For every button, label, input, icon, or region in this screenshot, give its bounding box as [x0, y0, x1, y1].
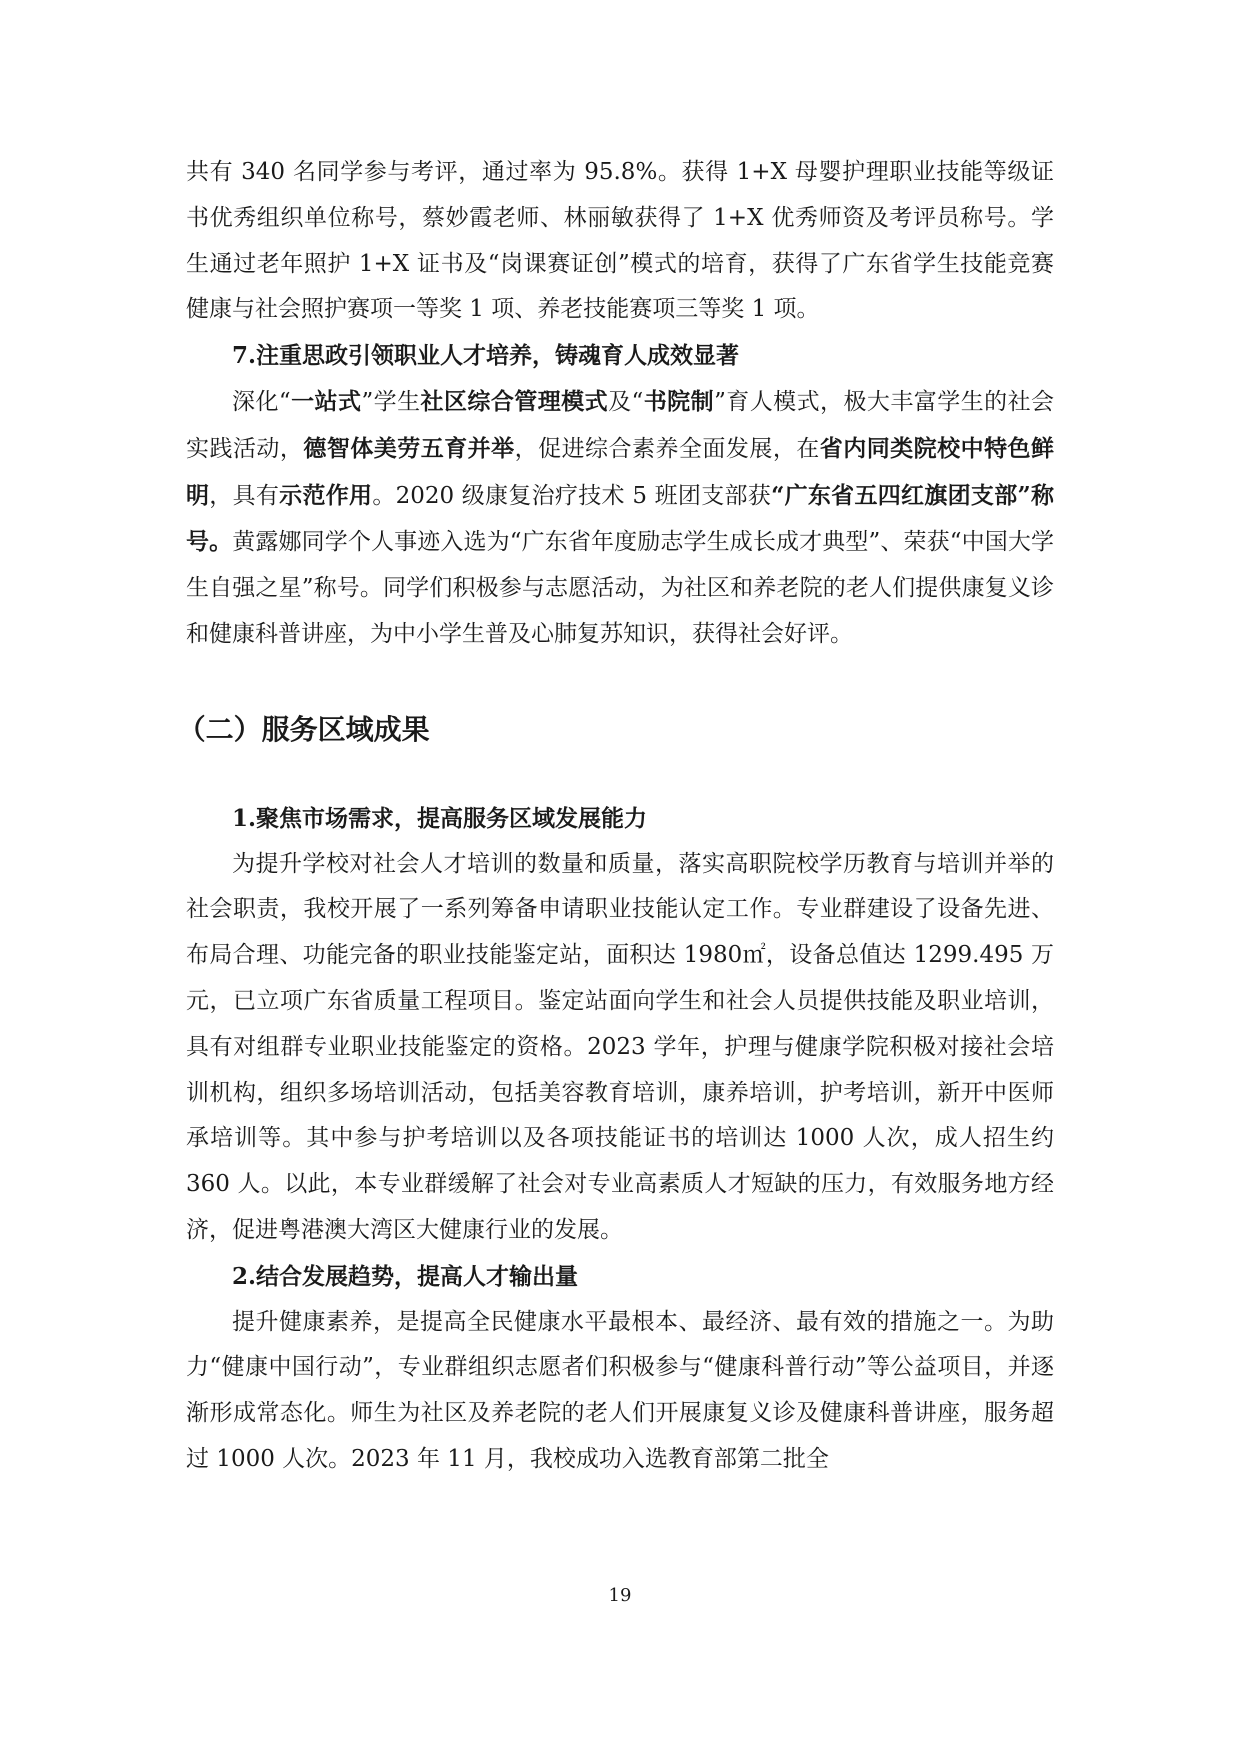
text-run: ，促进综合素养全面发展，在: [514, 435, 820, 462]
subheading-ideological-education: 7.注重思政引领职业人才培养，铸魂育人成效显著: [232, 342, 740, 370]
paragraph-certification-results: 共有 340 名同学参与考评，通过率为 95.8%。获得 1+X 母婴护理职业技能等级证书优秀组织单位称号，蔡妙霞老师、林丽敏获得了 1+X 优秀师资及考评员称号。学生通过老年照护 1+X 证书及“岗课赛证创”模式的培育，获得了广东省学生技能竞赛健康与社会照护赛项一等奖 1 项、养老技能赛项三等奖 1 项。: [186, 159, 1054, 323]
section-title: （二）服务区域成果: [177, 712, 430, 746]
subheading-talent-output: 2.结合发展趋势，提高人才输出量: [232, 1262, 579, 1290]
bold-run: “广东省五四红旗团支部”称号。: [186, 481, 1055, 556]
text-run: ，具有: [209, 482, 280, 509]
bold-run: 德智体美劳五育并举: [303, 434, 515, 462]
text-run: 及“: [608, 388, 644, 415]
text-run: 深化“: [232, 388, 291, 415]
text-run: 。2020 级康复治疗技术 5 班团支部获: [372, 482, 772, 509]
paragraph-ideological-education: [186, 379, 1054, 658]
paragraph-talent-output: 提升健康素养，是提高全民健康水平最根本、最经济、最有效的措施之一。为助力“健康中国行动”，专业群组织志愿者们积极参与“健康科普行动”等公益项目，并逐渐形成常态化。师生为社区及养老院的老人们开展康复义诊及健康科普讲座，服务超过 1000 人次。2023 年 11 月，我校成功入选教育部第二批全: [186, 1308, 1054, 1472]
bold-run: 示范作用: [279, 481, 373, 509]
bold-run: 省内同类院校中特色鲜明: [186, 434, 1055, 509]
text-run: 黄露娜同学个人事迹入选为“广东省年度励志学生成长成才典型”、荣获“中国大学生自强之星”称号。同学们积极参与志愿活动，为社区和养老院的老人们提供康复义诊和健康科普讲座，为中小学生普及心肺复苏知识，获得社会好评。: [186, 529, 1054, 647]
paragraph-market-demand: 为提升学校对社会人才培训的数量和质量，落实高职院校学历教育与培训并举的社会职责，我校开展了一系列筹备申请职业技能认定工作。专业群建设了设备先进、布局合理、功能完备的职业技能鉴定站，面积达 1980㎡，设备总值达 1299.495 万元，已立项广东省质量工程项目。鉴定站面向学生和社会人员提供技能及职业培训，具有对组群专业职业技能鉴定的资格。2023 学年，护理与健康学院积极对接社会培训机构，组织多场培训活动，包括美容教育培训，康养培训，护考培训，新开中医师承培训等。其中参与护考培训以及各项技能证书的培训达 1000 人次，成人招生约 360 人。以此，本专业群缓解了社会对专业高素质人才短缺的压力，有效服务地方经济，促进粤港澳大湾区大健康行业的发展。: [186, 850, 1054, 1243]
text-run: ”学生: [361, 388, 421, 415]
page-content: [177, 150, 1055, 1483]
bold-run: 书院制: [643, 387, 715, 415]
page-number: 19: [608, 1585, 632, 1606]
bold-run: 一站式: [290, 387, 362, 415]
text-run: ”育人模式，极大丰富学生的社会实践活动，: [186, 388, 1055, 462]
bold-run: 社区综合管理模式: [420, 387, 609, 415]
subheading-market-demand: 1.聚焦市场需求，提高服务区域发展能力: [232, 804, 648, 832]
